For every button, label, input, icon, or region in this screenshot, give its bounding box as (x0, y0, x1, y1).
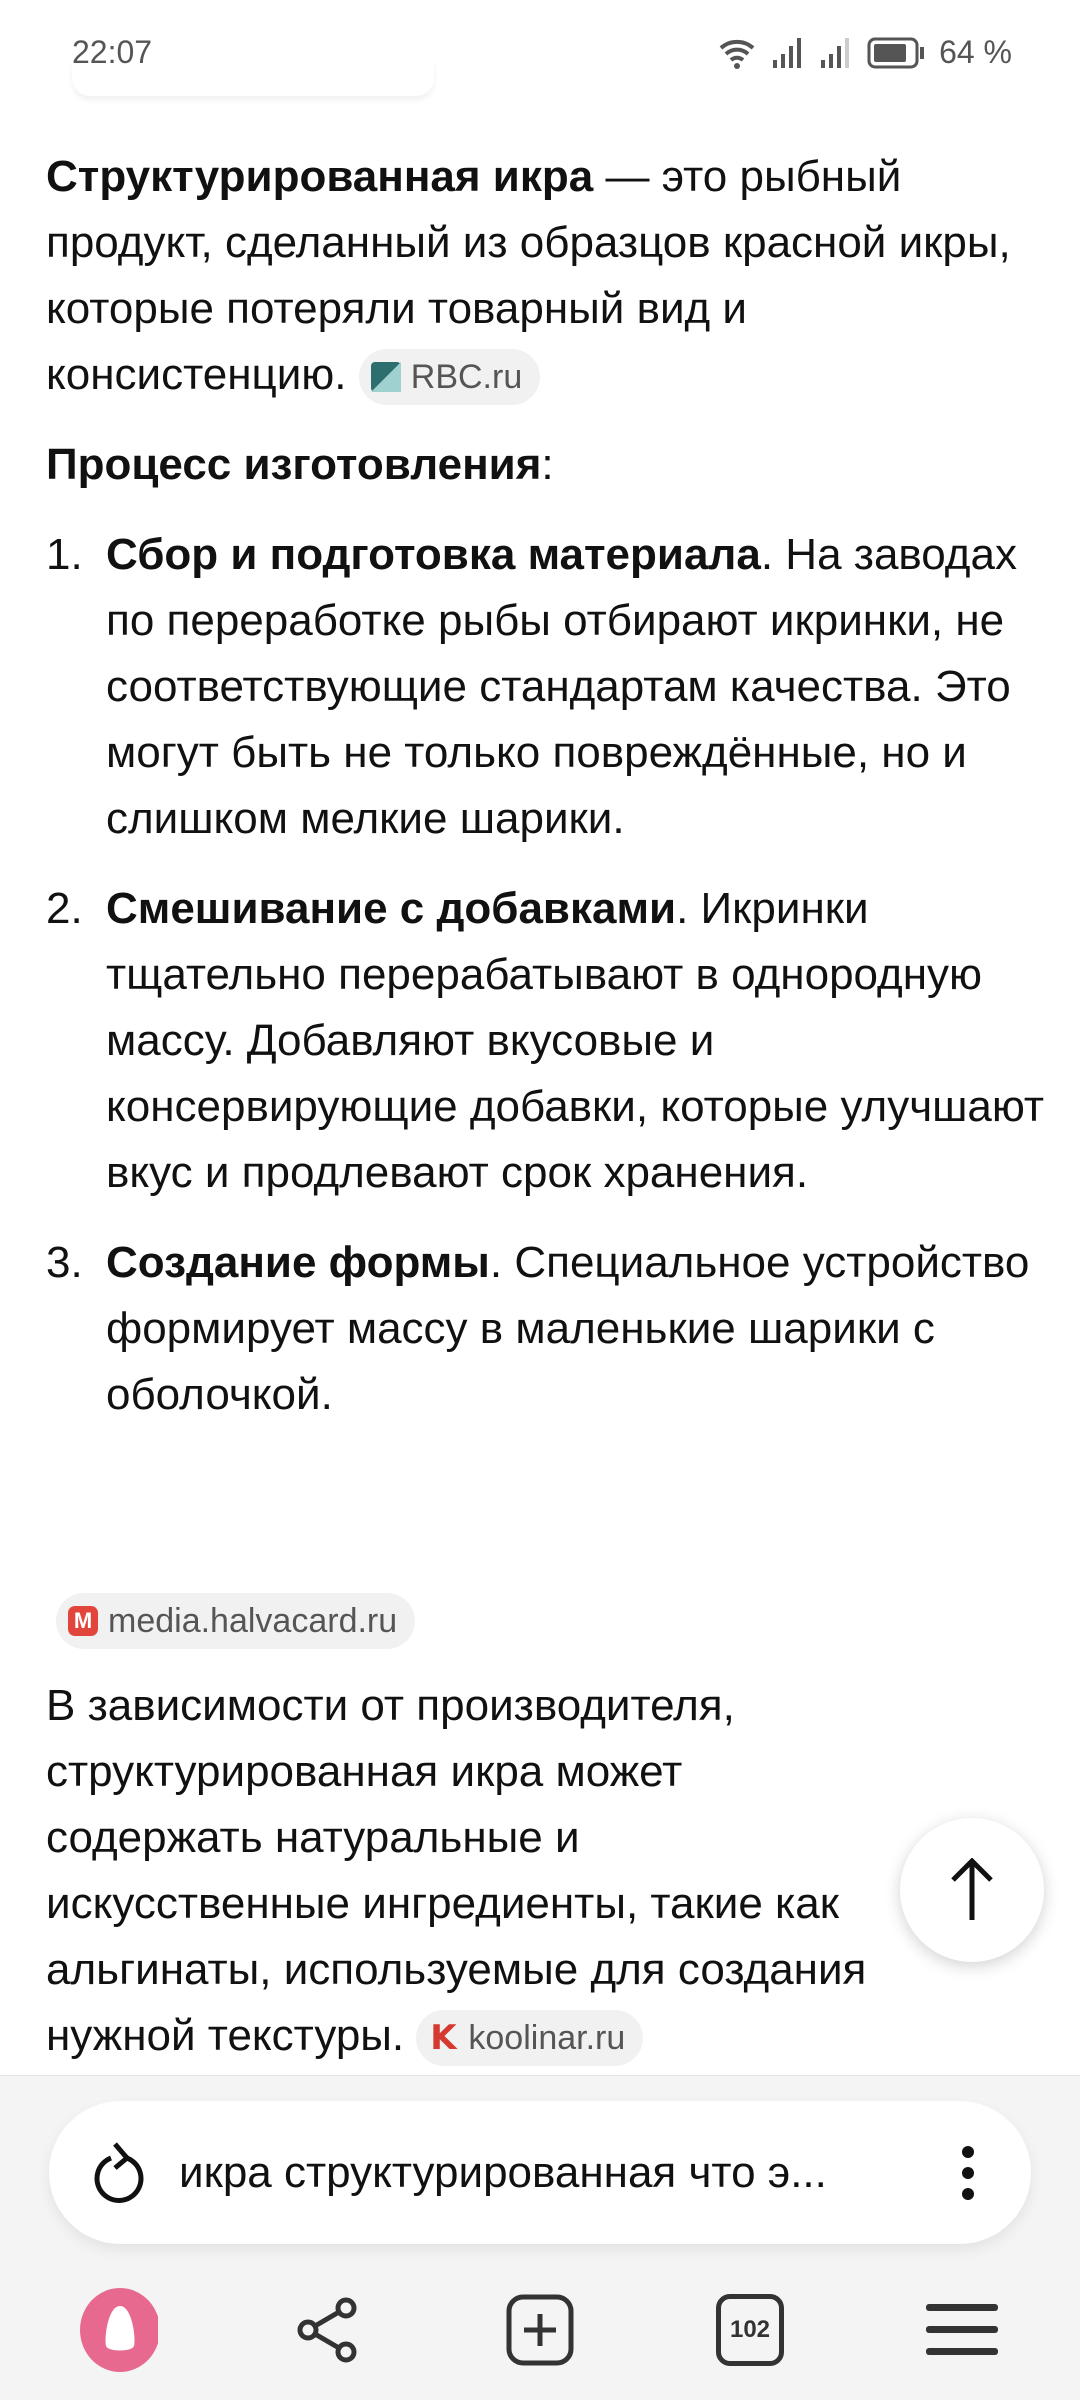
step-text: . На заводах по переработке рыбы отбирают икринки, не соответствующие стандартам качества. Это могут быть не только повреждённые, но и слишком мелкие шарики. (106, 530, 1017, 843)
source-chip-halvacard[interactable] (56, 1593, 415, 1649)
plus-square-icon (506, 2294, 574, 2366)
process-heading-text: Процесс изготовления (46, 440, 542, 489)
intro-text: — это рыбный продукт, сделанный из образцов красной икры, которые потеряли товарный вид и консистенцию. (46, 152, 1011, 399)
steps-source (56, 1586, 1056, 1652)
tabs-count: 102 (729, 2316, 771, 2343)
previous-card-edge (72, 60, 434, 96)
source-chip-rbc[interactable] (359, 349, 540, 405)
alice-button[interactable] (78, 2290, 158, 2370)
tabs-button[interactable] (710, 2290, 790, 2370)
menu-button[interactable] (922, 2290, 1002, 2370)
process-heading (46, 432, 1046, 498)
step-title: Смешивание с добавками (106, 884, 677, 933)
koolinar-logo-icon: K (430, 2018, 457, 2059)
hamburger-icon (926, 2302, 998, 2358)
step-number: 1. (46, 530, 83, 579)
reload-icon[interactable] (89, 2138, 149, 2208)
step-text: . Специальное устройство формирует массу в маленькие шарики с оболочкой. (106, 1238, 1030, 1419)
halvacard-logo-icon: M (68, 1606, 98, 1636)
source-label: media.halvacard.ru (108, 1602, 398, 1641)
signal-2-icon (819, 38, 853, 68)
step-text: . Икринки тщательно перерабатывают в однородную массу. Добавляют вкусовые и консервирующие добавки, которые улучшают вкус и продлевают срок хранения. (106, 884, 1045, 1197)
share-button[interactable] (288, 2290, 368, 2370)
outro-paragraph (46, 1673, 1046, 2069)
new-tab-button[interactable] (500, 2290, 580, 2370)
scroll-to-top-button[interactable] (900, 1818, 1044, 1962)
address-bar[interactable] (49, 2101, 1031, 2244)
step-item (46, 876, 1046, 1206)
address-query[interactable]: икра структурированная что э... (179, 2147, 827, 2197)
wifi-icon (717, 36, 757, 70)
step-title: Сбор и подготовка материала (106, 530, 761, 579)
battery-icon (867, 37, 925, 69)
alice-icon (78, 2288, 158, 2372)
more-vertical-icon[interactable] (961, 2145, 975, 2201)
rbc-logo-icon (371, 362, 401, 392)
signal-icon (771, 38, 805, 68)
steps-list (46, 522, 1046, 1452)
battery-level: 64 % (939, 34, 1012, 70)
outro-text: В зависимости от производителя, структурированная икра может содержать натуральные и искусственные ингредиенты, такие как альгинаты, используемые для создания нужной текстуры. (46, 1681, 867, 2060)
colon: : (541, 440, 554, 489)
arrow-up-icon (947, 1858, 997, 1922)
share-icon (296, 2296, 360, 2364)
tabs-count-icon (716, 2294, 784, 2366)
wrap-spacer-top (1045, 1673, 1046, 1801)
source-chip-koolinar[interactable] (416, 2010, 643, 2066)
source-label: koolinar.ru (468, 2019, 626, 2058)
step-item (46, 522, 1046, 852)
step-title: Создание формы (106, 1238, 490, 1287)
clock: 22:07 (72, 34, 153, 70)
intro-paragraph (46, 144, 1046, 408)
intro-term: Структурированная икра (46, 152, 594, 201)
source-label: RBC.ru (410, 358, 523, 397)
step-item (46, 1230, 1046, 1428)
step-number: 2. (46, 884, 83, 933)
step-number: 3. (46, 1238, 83, 1287)
